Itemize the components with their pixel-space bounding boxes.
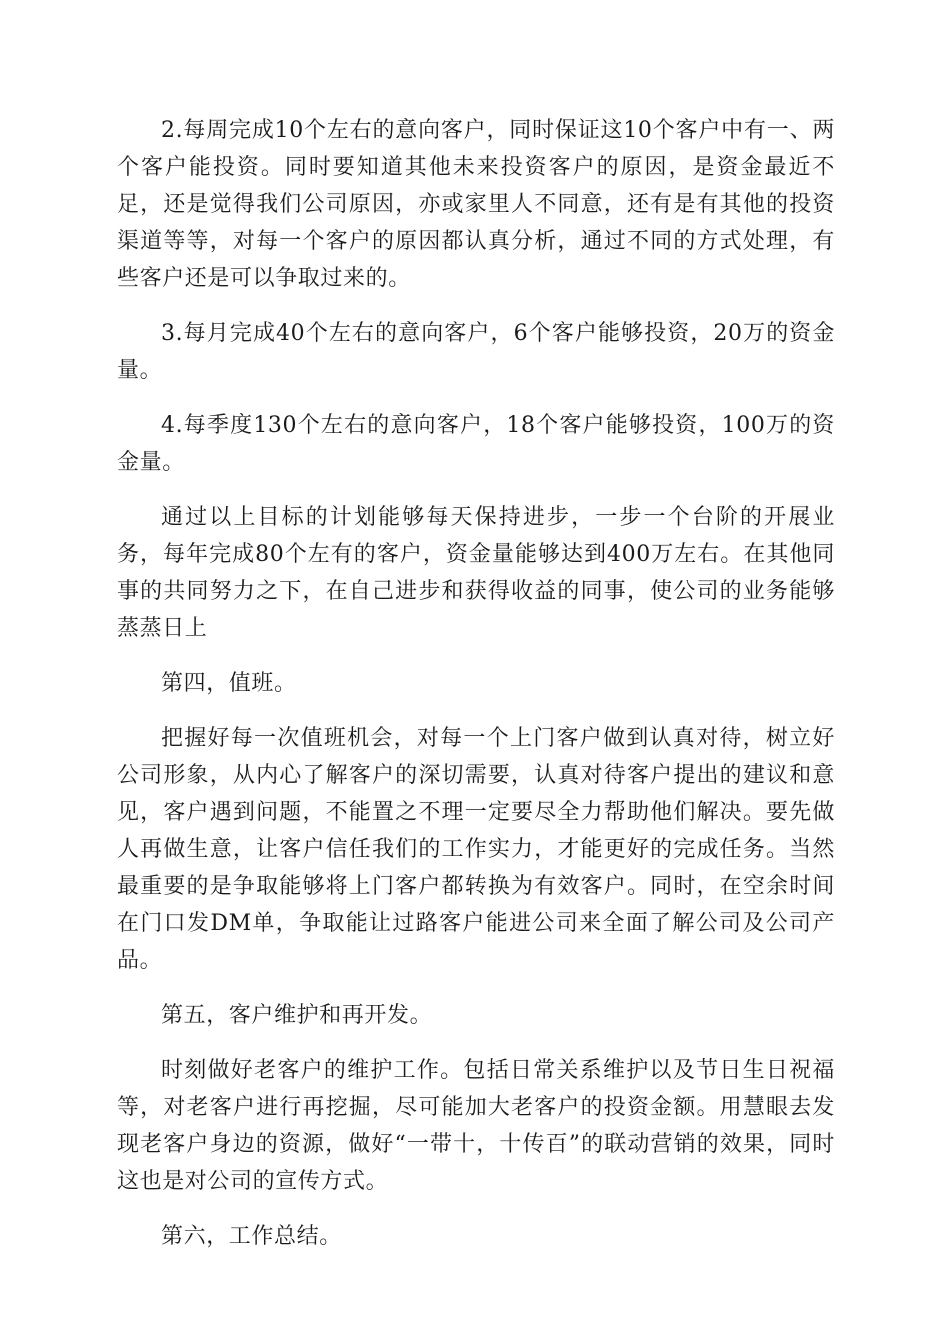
- paragraph-customer-maintenance: 时刻做好老客户的维护工作。包括日常关系维护以及节日生日祝福等，对老客户进行再挖掘，尽可能加大老客户的投资金额。用慧眼去发现老客户身边的资源，做好“一带十，十传百”的联动营销的效果，同时这也是对公司的宣传方式。: [117, 1058, 835, 1194]
- paragraph-annual-summary: 通过以上目标的计划能够每天保持进步，一步一个台阶的开展业务，每年完成80个左有的客户，资金量能够达到400万左右。在其他同事的共同努力之下，在自己进步和获得收益的同事，使公司的业务能够蒸蒸日上: [117, 505, 835, 641]
- paragraph-weekly-goal: 2.每周完成10个左右的意向客户，同时保证这10个客户中有一、两个客户能投资。同时要知道其他未来投资客户的原因，是资金最近不足，还是觉得我们公司原因，亦或家里人不同意，还有是有其他的投资渠道等等，对每一个客户的原因都认真分析，通过不同的方式处理，有些客户还是可以争取过来的。: [117, 118, 835, 291]
- section-heading-duty: 第四，值班。: [161, 671, 297, 696]
- paragraph-duty: 把握好每一次值班机会，对每一个上门客户做到认真对待，树立好公司形象，从内心了解客户的深切需要，认真对待客户提出的建议和意见，客户遇到问题，不能置之不理一定要尽全力帮助他们解决。要先做人再做生意，让客户信任我们的工作实力，才能更好的完成任务。当然最重要的是争取能够将上门客户都转换为有效客户。同时，在空余时间在门口发DM单，争取能让过路客户能进公司来全面了解公司及公司产品。: [117, 726, 835, 973]
- paragraph-quarterly-goal: 4.每季度130个左右的意向客户，18个客户能够投资，100万的资金量。: [117, 413, 835, 475]
- document-page: [117, 112, 835, 1273]
- section-heading-work-summary: 第六，工作总结。: [161, 1224, 342, 1249]
- section-heading-customer-maintenance: 第五，客户维护和再开发。: [161, 1003, 433, 1028]
- paragraph-monthly-goal: 3.每月完成40个左右的意向客户，6个客户能够投资，20万的资金量。: [117, 321, 835, 383]
